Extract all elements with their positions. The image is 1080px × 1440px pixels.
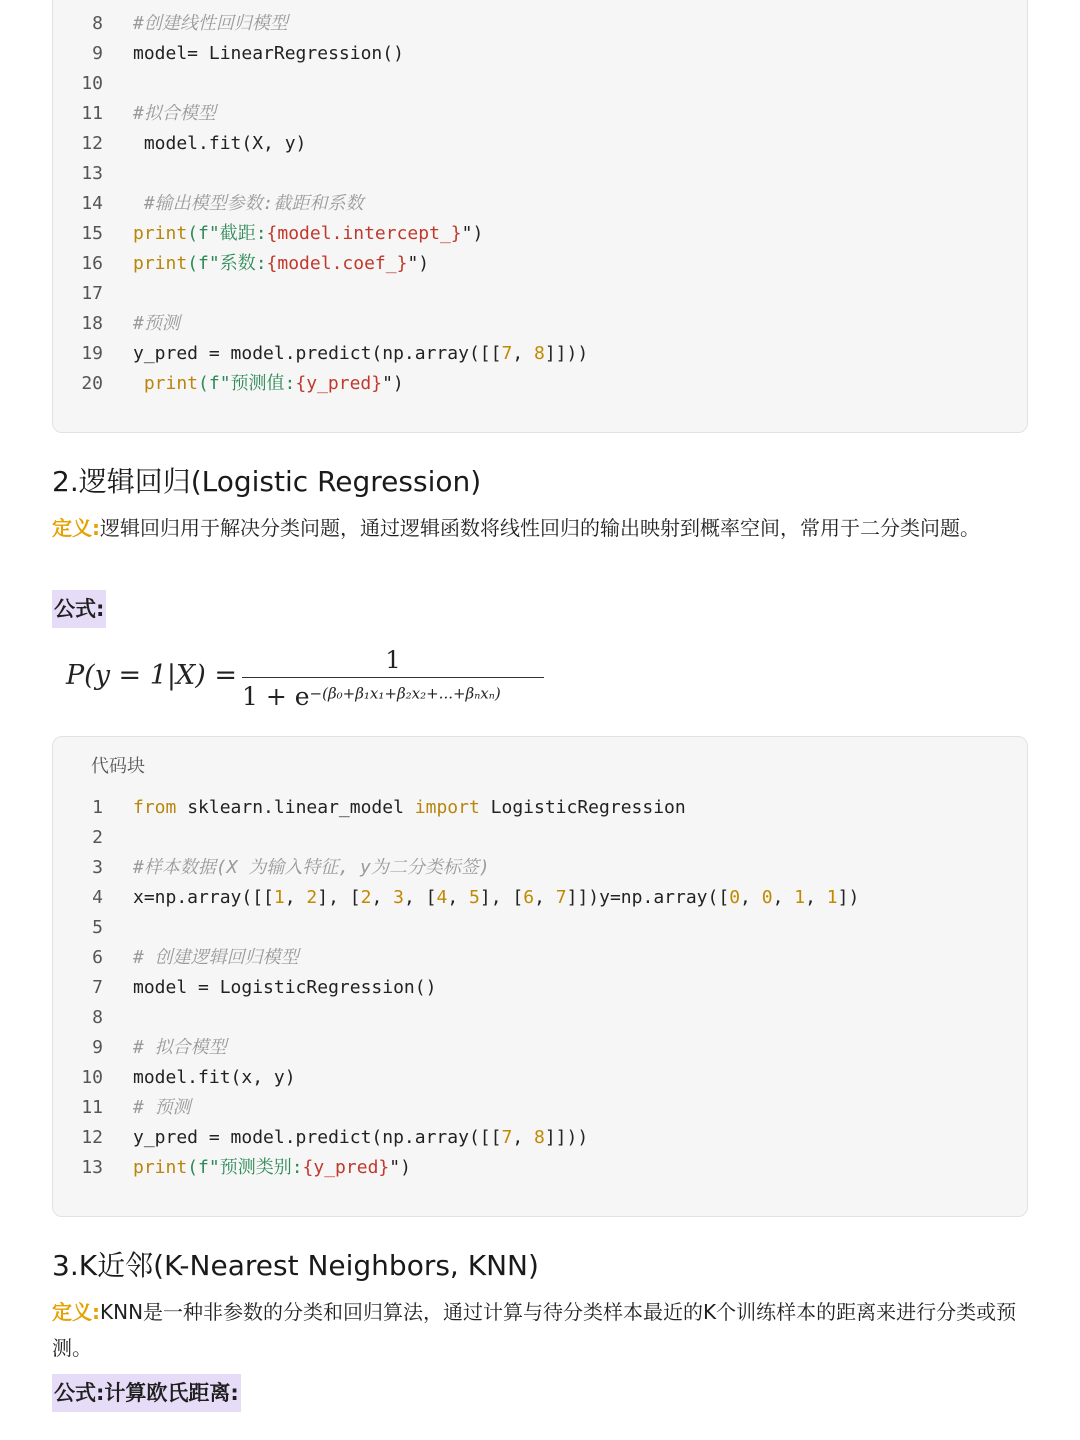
formula-fraction [242, 640, 544, 720]
line-number: 10 [81, 1067, 103, 1088]
line-number: 20 [81, 373, 103, 394]
code-token: , [371, 887, 394, 908]
code-token: 7 [501, 343, 513, 364]
code-token: #预测 [133, 313, 180, 334]
code-token: 8 [534, 1127, 545, 1148]
code-token: # 预测 [133, 1097, 191, 1118]
line-number: 13 [81, 1157, 103, 1178]
line-number: 19 [81, 343, 103, 364]
code-line [53, 913, 133, 943]
code-token: (f"预测类别: [187, 1157, 303, 1178]
code-token: #样本数据(X 为输入特征, y为二分类标签) [133, 857, 490, 878]
code-token: 0 [729, 887, 741, 908]
line-number: 4 [92, 887, 103, 908]
formula-denominator [242, 682, 501, 711]
code-token: 1 [794, 887, 806, 908]
code-token: import [414, 797, 480, 818]
formula-fraction-bar [242, 677, 544, 678]
code-token: ") [407, 253, 430, 274]
code-token: 1 [273, 887, 285, 908]
code-token: print [133, 373, 199, 394]
code-token: print [133, 223, 188, 244]
code-token: # 创建逻辑回归模型 [133, 947, 299, 968]
section-heading-knn: 3.K近邻(K-Nearest Neighbors, KNN) [52, 1249, 539, 1282]
line-number: 5 [92, 917, 103, 938]
code-token: 2 [360, 887, 372, 908]
definition-text: KNN是一种非参数的分类和回归算法，通过计算与待分类样本最近的K个训练样本的距离来进行分类或预测。 [52, 1300, 1017, 1360]
formula-lhs: P(y = 1|X) = [66, 660, 237, 691]
code-token: ], [ [317, 887, 361, 908]
line-number: 11 [81, 1097, 103, 1118]
code-token: 0 [761, 887, 773, 908]
code-line [53, 883, 859, 913]
code-token: # 拟合模型 [133, 1037, 227, 1058]
formula-exponent: −(β₀+β₁x₁+β₂x₂+...+βₙxₙ) [309, 684, 501, 703]
code-line [53, 1123, 588, 1153]
code-token: model = LogisticRegression() [133, 977, 437, 998]
code-line [53, 1063, 296, 1093]
line-number: 11 [81, 103, 103, 124]
formula-numerator: 1 [385, 646, 401, 674]
code-line [53, 943, 299, 973]
code-token: y_pred = model.predict(np.array([[ [133, 343, 502, 364]
code-line [53, 279, 133, 309]
code-token: 5 [469, 887, 480, 908]
code-token: , [740, 887, 762, 908]
code-token: {y_pred} [302, 1157, 390, 1178]
line-number: 12 [81, 1127, 103, 1148]
line-number: 1 [92, 797, 103, 818]
code-token: ") [461, 223, 484, 244]
code-token: sklearn.linear_model [176, 797, 415, 818]
code-token: #创建线性回归模型 [133, 13, 288, 34]
code-token: x=np.array([[ [133, 887, 274, 908]
code-block-linear-regression [52, 0, 1028, 433]
definition-label: 定义: [52, 1300, 100, 1324]
code-block-label: 代码块 [91, 756, 145, 777]
code-token: , [512, 343, 534, 364]
line-number: 16 [81, 253, 103, 274]
code-token: 8 [534, 343, 545, 364]
line-number: 12 [81, 133, 103, 154]
code-token: ]])y=np.array([ [566, 887, 730, 908]
code-line [53, 1153, 411, 1183]
code-token: ]) [837, 887, 860, 908]
code-token: from [133, 797, 177, 818]
code-line [53, 793, 686, 823]
formula-denominator-base: 1 + e [242, 682, 310, 711]
formula-label-knn: 公式:计算欧氏距离: [52, 1374, 241, 1412]
code-token: 1 [826, 887, 838, 908]
line-number: 9 [92, 43, 103, 64]
code-token: 2 [306, 887, 318, 908]
code-token: , [805, 887, 827, 908]
code-line [53, 853, 490, 883]
code-line [53, 189, 364, 219]
definition-paragraph-knn [52, 1294, 1028, 1366]
code-token: 3 [393, 887, 404, 908]
code-block-logistic-regression [52, 736, 1028, 1217]
line-number: 13 [81, 163, 103, 184]
code-token: (f"截距: [187, 223, 267, 244]
line-number: 14 [81, 193, 103, 214]
code-token: (f"系数: [187, 253, 267, 274]
code-token: model.fit(X, y) [133, 133, 307, 154]
code-token: {model.coef_} [266, 253, 408, 274]
code-token: , [284, 887, 307, 908]
code-token: model= LinearRegression() [133, 43, 404, 64]
line-number: 8 [92, 13, 103, 34]
code-line [53, 369, 404, 399]
code-line [53, 9, 288, 39]
code-line [53, 1093, 191, 1123]
code-line [53, 973, 436, 1003]
formula-label-logistic: 公式: [52, 590, 106, 628]
code-line [53, 129, 306, 159]
section-heading-logistic-regression: 2.逻辑回归(Logistic Regression) [52, 465, 482, 498]
code-token: , [512, 1127, 534, 1148]
code-line [53, 339, 588, 369]
code-line [53, 69, 133, 99]
line-number: 17 [81, 283, 103, 304]
code-line [53, 249, 429, 279]
line-number: 6 [92, 947, 103, 968]
code-line [53, 39, 404, 69]
code-token: ") [382, 373, 404, 394]
definition-paragraph-logistic [52, 510, 1028, 546]
code-token: ]])) [544, 1127, 589, 1148]
code-token: , [447, 887, 470, 908]
code-token: #拟合模型 [133, 103, 216, 124]
line-number: 8 [92, 1007, 103, 1028]
code-token: print [133, 253, 188, 274]
line-number: 9 [92, 1037, 103, 1058]
code-token: print [133, 1157, 188, 1178]
code-token: (f"预测值: [198, 373, 296, 394]
code-token: ") [389, 1157, 411, 1178]
code-line [53, 159, 133, 189]
line-number: 10 [81, 73, 103, 94]
code-line [53, 1033, 227, 1063]
code-token: ]])) [544, 343, 589, 364]
definition-label: 定义: [52, 516, 100, 540]
code-token: 7 [555, 887, 567, 908]
line-number: 18 [81, 313, 103, 334]
code-token: , [ [404, 887, 437, 908]
code-token: , [772, 887, 795, 908]
code-line [53, 99, 216, 129]
code-token: LogisticRegression [479, 797, 686, 818]
definition-text: 逻辑回归用于解决分类问题，通过逻辑函数将线性回归的输出映射到概率空间，常用于二分类问题。 [100, 516, 980, 540]
line-number: 2 [92, 827, 103, 848]
code-token: ], [ [479, 887, 524, 908]
code-line [53, 823, 133, 853]
code-line [53, 219, 483, 249]
code-token: #输出模型参数:截距和系数 [133, 193, 364, 214]
code-token: 4 [436, 887, 448, 908]
line-number: 15 [81, 223, 103, 244]
line-number: 7 [92, 977, 103, 998]
code-token: {y_pred} [295, 373, 383, 394]
code-line [53, 309, 180, 339]
code-line [53, 1003, 133, 1033]
code-token: {model.intercept_} [266, 223, 462, 244]
code-token: , [534, 887, 556, 908]
code-token: model.fit(x, y) [133, 1067, 296, 1088]
code-token: 7 [501, 1127, 513, 1148]
line-number: 3 [92, 857, 103, 878]
code-token: y_pred = model.predict(np.array([[ [133, 1127, 502, 1148]
code-token: 6 [523, 887, 535, 908]
